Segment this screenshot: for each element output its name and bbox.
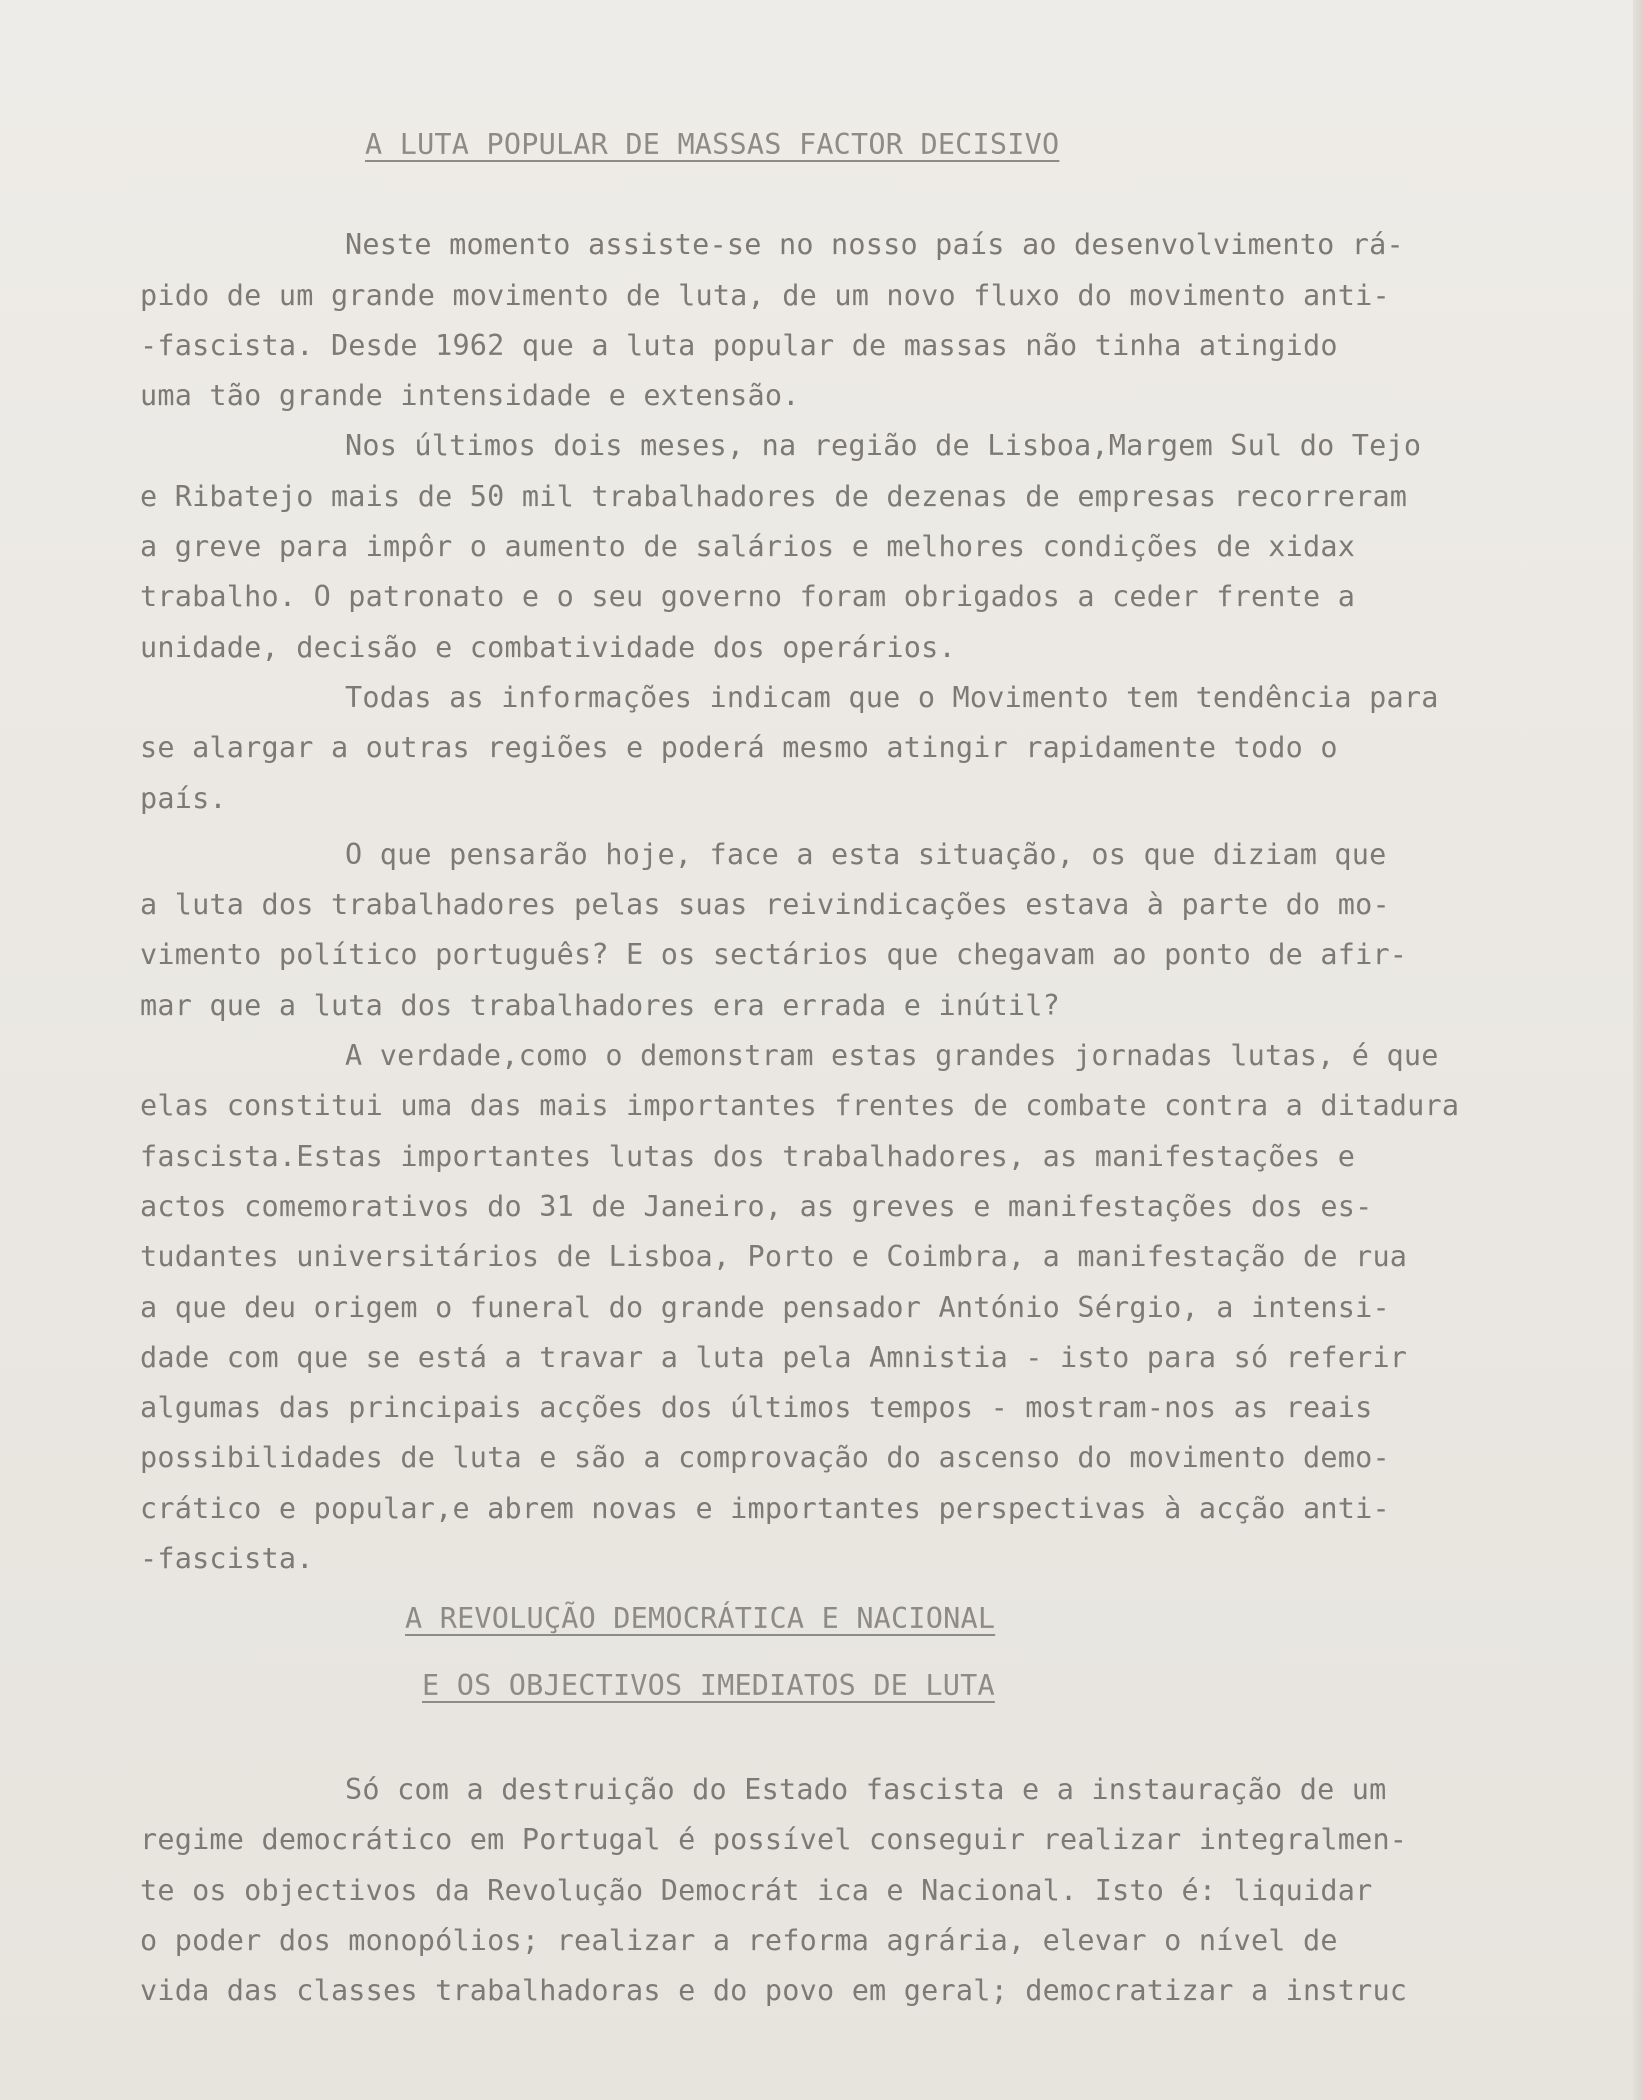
paragraph-2 xyxy=(140,421,1630,672)
text-line: a que deu origem o funeral do grande pensador António Sérgio, a intensi- xyxy=(140,1290,1390,1324)
text-line: te os objectivos da Revolução Democrát ica e Nacional. Isto é: liquidar xyxy=(140,1873,1373,1907)
text-line: pido de um grande movimento de luta, de um novo fluxo do movimento anti- xyxy=(140,278,1390,312)
section-heading-revolucao: A REVOLUÇÃO DEMOCRÁTICA E NACIONAL xyxy=(405,1602,996,1636)
text-line: possibilidades de luta e são a comprovação do ascenso do movimento demo- xyxy=(140,1441,1390,1475)
paragraph-3 xyxy=(140,673,1630,824)
text-line: Todas as informações indicam que o Movimento tem tendência para xyxy=(345,680,1439,714)
text-line: Neste momento assiste-se no nosso país ao desenvolvimento rá- xyxy=(345,228,1404,262)
paragraph-6 xyxy=(140,1765,1630,2016)
section-heading-objectivos: E OS OBJECTIVOS IMEDIATOS DE LUTA xyxy=(422,1668,995,1702)
paragraph-1 xyxy=(140,220,1630,421)
paper-edge xyxy=(1633,0,1643,2100)
text-line: elas constitui uma das mais importantes frentes de combate contra a ditadura xyxy=(140,1089,1460,1123)
text-line: algumas das principais acções dos últimos tempos - mostram-nos as reais xyxy=(140,1391,1373,1425)
text-line: país. xyxy=(140,781,227,815)
text-line: se alargar a outras regiões e poderá mesmo atingir rapidamente todo o xyxy=(140,731,1338,765)
text-line: fascista.Estas importantes lutas dos trabalhadores, as manifestações e xyxy=(140,1139,1356,1173)
text-line: Nos últimos dois meses, na região de Lisboa,Margem Sul do Tejo xyxy=(345,429,1422,463)
text-line: a greve para impôr o aumento de salários e melhores condições de xidax xyxy=(140,530,1356,564)
text-line: O que pensarão hoje, face a esta situação, os que diziam que xyxy=(345,837,1387,871)
document-body xyxy=(140,120,1630,2016)
text-line: crático e popular,e abrem novas e importantes perspectivas à acção anti- xyxy=(140,1491,1390,1525)
text-line: unidade, decisão e combatividade dos operários. xyxy=(140,630,956,664)
text-line: A verdade,como o demonstram estas grandes jornadas lutas, é que xyxy=(345,1039,1439,1073)
text-line: tudantes universitários de Lisboa, Porto e Coimbra, a manifestação de rua xyxy=(140,1240,1408,1274)
text-line: actos comemorativos do 31 de Janeiro, as greves e manifestações dos es- xyxy=(140,1189,1373,1223)
text-line: -fascista. Desde 1962 que a luta popular de massas não tinha atingido xyxy=(140,328,1338,362)
paragraph-4 xyxy=(140,830,1630,1031)
text-line: vida das classes trabalhadoras e do povo em geral; democratizar a instruc xyxy=(140,1974,1408,2008)
text-line: mar que a luta dos trabalhadores era errada e inútil? xyxy=(140,988,1060,1022)
text-line: a luta dos trabalhadores pelas suas reivindicações estava à parte do mo- xyxy=(140,888,1390,922)
section-heading-luta-popular: A LUTA POPULAR DE MASSAS FACTOR DECISIVO xyxy=(365,128,1060,161)
text-line: e Ribatejo mais de 50 mil trabalhadores de dezenas de empresas recorreram xyxy=(140,479,1408,513)
text-line: -fascista. xyxy=(140,1542,314,1576)
text-line: regime democrático em Portugal é possível conseguir realizar integralmen- xyxy=(140,1823,1408,1857)
text-line: vimento político português? E os sectários que chegavam ao ponto de afir- xyxy=(140,938,1408,972)
paragraph-5 xyxy=(140,1031,1630,1584)
text-line: o poder dos monopólios; realizar a reforma agrária, elevar o nível de xyxy=(140,1923,1338,1957)
text-line: Só com a destruição do Estado fascista e a instauração de um xyxy=(345,1772,1387,1806)
text-line: dade com que se está a travar a luta pela Amnistia - isto para só referir xyxy=(140,1340,1408,1374)
text-line: trabalho. O patronato e o seu governo foram obrigados a ceder frente a xyxy=(140,580,1356,614)
text-line: uma tão grande intensidade e extensão. xyxy=(140,379,800,413)
